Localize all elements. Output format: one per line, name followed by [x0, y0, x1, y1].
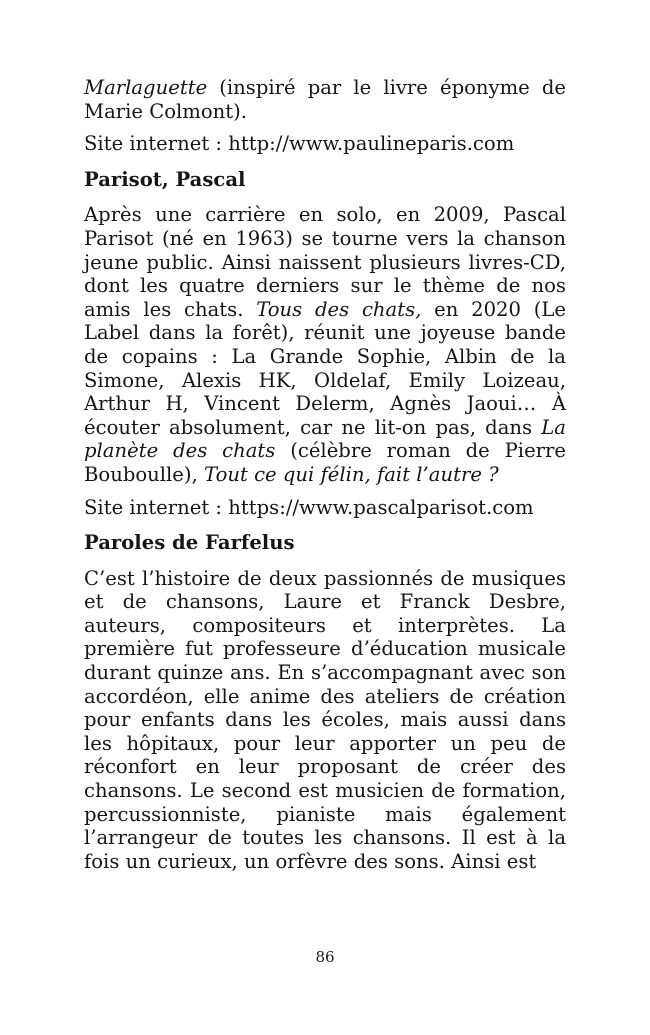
- title-la-planete-des-chats: La planète des chats: [84, 415, 566, 463]
- text-parisot-2: en 2020 (Le Label dans la forêt), réunit une joyeuse bande de copains : La Grande Sophie, Albin de la Simone, Alexis HK, Oldelaf, Emily Loizeau, Arthur H, Vincent Delerm, Agnès Jaoui… À écouter absolument, car ne lit-on pas, dans: [84, 297, 566, 439]
- website-pascal-parisot: Site internet : https://www.pascalparisot.com: [84, 495, 534, 519]
- paragraph-parisot: [84, 203, 566, 486]
- quote-tout-ce-qui-felin: Tout ce qui félin, fait l’autre ?: [204, 462, 499, 486]
- page-number: 86: [315, 948, 335, 966]
- heading-parisot-pascal: Parisot, Pascal: [84, 167, 246, 191]
- paragraph-marlaguette: [84, 76, 566, 123]
- text-parisot-3: (célèbre roman de Pierre Bouboulle),: [84, 439, 566, 486]
- title-tous-des-chats: Tous des chats,: [256, 297, 422, 321]
- paragraph-farfelus: C’est l’histoire de deux passionnés de musiques et de chansons, Laure et Franck Desbre, auteurs, compositeurs et interprètes. La première fut professeure d’éducation musicale durant quinze ans. En s’accompagnant avec son accordéon, elle anime des ateliers de création pour enfants dans les écoles, mais aussi dans les hôpitaux, pour leur apporter un peu de réconfort en leur proposant de créer des chansons. Le second est musicien de formation, percussionniste, pianiste mais également l’arrangeur de toutes les chansons. Il est à la fois un curieux, un orfèvre des sons. Ainsi est: [84, 566, 566, 873]
- text-parisot-1: Après une carrière en solo, en 2009, Pascal Parisot (né en 1963) se tourne vers la chanson jeune public. Ainsi naissent plusieurs livres-CD, dont les quatre derniers sur le thème de nos amis les chats.: [84, 203, 566, 321]
- website-pauline-paris: Site internet : http://www.paulineparis.com: [84, 132, 515, 156]
- text-marlaguette-rest: (inspiré par le livre éponyme de Marie Colmont).: [84, 76, 566, 123]
- heading-paroles-de-farfelus: Paroles de Farfelus: [84, 531, 295, 555]
- title-marlaguette: Marlaguette: [84, 76, 208, 99]
- page-body: [84, 76, 566, 873]
